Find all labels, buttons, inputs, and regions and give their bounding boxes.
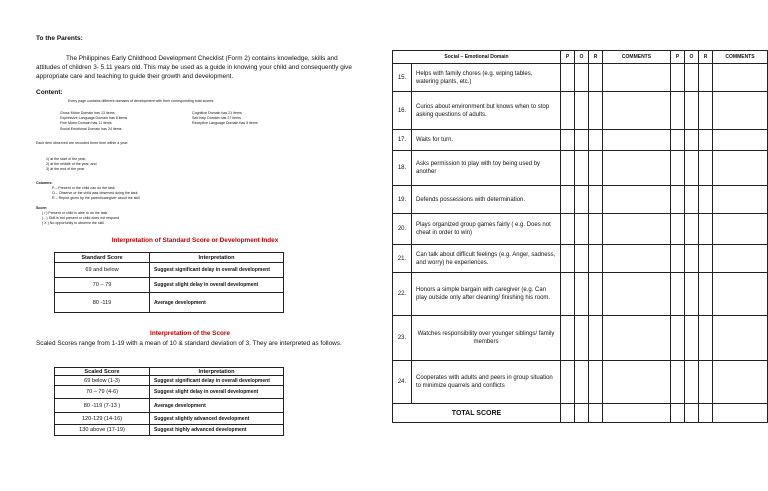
scaled-score: 130 above (17-19): [55, 425, 150, 436]
table-row: [55, 376, 284, 386]
table-row: [393, 186, 768, 214]
o-cell[interactable]: [575, 273, 589, 316]
o-cell[interactable]: [685, 186, 699, 214]
domains-line: Every page contains different domains of development with their corresponding total scores:: [68, 99, 215, 103]
o-cell[interactable]: [575, 130, 589, 151]
scaled-score: 70 – 79 (4-6): [55, 386, 150, 399]
o-cell[interactable]: [575, 186, 589, 214]
comments-cell[interactable]: [713, 245, 768, 273]
r-cell[interactable]: [699, 186, 713, 214]
r-cell[interactable]: [699, 92, 713, 130]
scaled-interp: Suggest slight delay in overall development: [150, 386, 284, 399]
o-cell[interactable]: [575, 361, 589, 404]
domain-item: Social Emotional Domain has 24 items: [60, 126, 122, 131]
r-cell[interactable]: [699, 273, 713, 316]
time-item: 1) at the start of the year,: [46, 157, 86, 161]
scaled-title: Interpretation of the Score: [150, 330, 230, 337]
o-cell[interactable]: [575, 64, 589, 92]
table-row: [393, 361, 768, 404]
p-cell[interactable]: [561, 130, 575, 151]
item-text: Helps with family chores (e.g. wiping tables, watering plants, etc.): [412, 64, 561, 92]
standard-title: Interpretation of Standard Score or Development Index: [111, 237, 279, 244]
score-label: Score:: [36, 206, 48, 210]
p-cell[interactable]: [671, 92, 685, 130]
o-cell[interactable]: [575, 151, 589, 186]
scaled-score-table: [54, 367, 284, 436]
item-number: 16.: [393, 92, 412, 130]
column-item: P – Present or the child can do the task: [52, 186, 115, 190]
p-total[interactable]: [671, 404, 685, 423]
standard-score: 69 and below: [55, 263, 150, 278]
standard-score: 70 – 79: [55, 278, 150, 293]
domain-item: Receptive Language Domain has 5 items: [192, 121, 258, 126]
scaled-score: 120-129 (14-16): [55, 413, 150, 425]
table-row: [393, 245, 768, 273]
standard-header-score: Standard Score: [55, 253, 150, 263]
header-domain: Social – Emotional Domain: [393, 51, 561, 64]
o-cell[interactable]: [685, 214, 699, 245]
p-cell[interactable]: [671, 273, 685, 316]
r-cell[interactable]: [589, 316, 603, 361]
comments-cell[interactable]: [603, 130, 671, 151]
content-heading: Content:: [36, 89, 63, 96]
total-row: [393, 404, 768, 423]
standard-header-interp: Interpretation: [150, 253, 284, 263]
score-item: ( X ) No opportunity to observe the skill: [42, 221, 104, 226]
table-row: [55, 263, 284, 278]
table-row: [55, 278, 284, 293]
scaled-interp: Suggest highly advanced development: [150, 425, 284, 436]
comments-cell[interactable]: [713, 64, 768, 92]
p-cell[interactable]: [671, 214, 685, 245]
p-cell[interactable]: [561, 316, 575, 361]
item-number: 19.: [393, 186, 412, 214]
r-total[interactable]: [589, 404, 603, 423]
item-text: Curios about environment but knows when to stop asking questions of adults.: [412, 92, 561, 130]
o-cell[interactable]: [685, 64, 699, 92]
o-cell[interactable]: [575, 245, 589, 273]
item-number: 22.: [393, 273, 412, 316]
standard-score-table: [54, 252, 284, 313]
table-row: [55, 425, 284, 436]
comments-cell[interactable]: [713, 361, 768, 404]
score-item: ( - ) Skill is not present or child does not respond: [42, 216, 120, 221]
domain-item: Fine Motor Domain has 11 items: [60, 121, 112, 126]
standard-score: 80 -119: [55, 293, 150, 313]
o-cell[interactable]: [575, 316, 589, 361]
r-cell[interactable]: [699, 130, 713, 151]
p-cell[interactable]: [561, 245, 575, 273]
standard-interp: Suggest significant delay in overall development: [150, 263, 284, 278]
o-cell[interactable]: [685, 151, 699, 186]
r-cell[interactable]: [589, 151, 603, 186]
comments-cell[interactable]: [603, 361, 671, 404]
scaled-paragraph: Scaled Scores range from 1-19 with a mean of 10 & standard deviation of 3. They are interpreted as follows.: [36, 340, 342, 347]
social-emotional-checklist: [392, 50, 768, 423]
column-item: R – Report given by the parent/caregiver about the skill: [52, 196, 140, 201]
p-cell[interactable]: [671, 316, 685, 361]
p-cell[interactable]: [671, 130, 685, 151]
p-cell[interactable]: [561, 214, 575, 245]
domain-item: Cognitive Domain has 21 items: [192, 111, 242, 115]
r-cell[interactable]: [699, 245, 713, 273]
item-number: 18.: [393, 151, 412, 186]
item-number: 24.: [393, 361, 412, 404]
comments-cell[interactable]: [603, 186, 671, 214]
p-cell[interactable]: [561, 151, 575, 186]
domains-col-1: [60, 111, 127, 132]
header-r: R: [699, 51, 713, 64]
comments-total[interactable]: [603, 404, 671, 423]
recorded-line: Each item observed are recorded three time within a year:: [36, 141, 129, 145]
r-cell[interactable]: [699, 151, 713, 186]
columns-label: Columns:: [36, 181, 53, 185]
table-row: [393, 214, 768, 245]
p-cell[interactable]: [561, 92, 575, 130]
item-text: Cooperates with adults and peers in group situation to minimize quarrels and conflicts: [412, 361, 561, 404]
item-text: Honors a simple bargain with caregiver (e.g. Can play outside only after cleaning/ finishing his room.: [412, 273, 561, 316]
r-cell[interactable]: [589, 130, 603, 151]
o-cell[interactable]: [685, 273, 699, 316]
item-text: Plays organized group games fairly ( e.g. Does not cheat in order to win): [412, 214, 561, 245]
item-text: Watches responsibility over younger siblings/ family members: [412, 316, 561, 361]
p-cell[interactable]: [671, 245, 685, 273]
p-cell[interactable]: [671, 64, 685, 92]
p-total[interactable]: [561, 404, 575, 423]
r-cell[interactable]: [699, 214, 713, 245]
comments-cell[interactable]: [603, 273, 671, 316]
table-row: [55, 413, 284, 425]
scaled-header-score: Scaled Score: [55, 368, 150, 376]
header-p: P: [561, 51, 575, 64]
comments-cell[interactable]: [713, 273, 768, 316]
score-list: [42, 211, 119, 227]
comments-cell[interactable]: [713, 92, 768, 130]
o-cell[interactable]: [575, 214, 589, 245]
comments-cell[interactable]: [603, 214, 671, 245]
comments-total[interactable]: [713, 404, 768, 423]
page-heading: To the Parents:: [36, 35, 83, 42]
columns-list: [52, 186, 140, 202]
p-cell[interactable]: [561, 64, 575, 92]
comments-cell[interactable]: [713, 214, 768, 245]
scaled-score: 69 below (1-3): [55, 376, 150, 386]
p-cell[interactable]: [671, 186, 685, 214]
table-row: [393, 130, 768, 151]
intro-paragraph: The Philippines Early Childhood Development Checklist (Form 2) contains knowledge, skills and attitudes of children 3- 5.11 years old. This may be used as a guide in knowing your child and consequently give appropriate care and teaching to guide their growth and development.: [36, 55, 352, 80]
table-row: [55, 399, 284, 413]
comments-cell[interactable]: [603, 245, 671, 273]
header-p: P: [671, 51, 685, 64]
o-total[interactable]: [575, 404, 589, 423]
score-item: ( / ) Present or child is able to do the task: [42, 211, 108, 215]
comments-cell[interactable]: [603, 92, 671, 130]
o-cell[interactable]: [575, 92, 589, 130]
header-o: O: [685, 51, 699, 64]
scaled-interp: Suggest significant delay in overall development: [150, 376, 284, 386]
scaled-header-interp: Interpretation: [150, 368, 284, 376]
time-item: 3) at the end of the year.: [46, 167, 85, 172]
comments-cell[interactable]: [713, 316, 768, 361]
o-cell[interactable]: [685, 316, 699, 361]
scaled-interp: Suggest slightly advanced development: [150, 413, 284, 425]
comments-cell[interactable]: [603, 64, 671, 92]
p-cell[interactable]: [561, 186, 575, 214]
o-cell[interactable]: [685, 92, 699, 130]
item-number: 17.: [393, 130, 412, 151]
o-cell[interactable]: [685, 361, 699, 404]
item-number: 20.: [393, 214, 412, 245]
domain-item: Gross Motor Domain has 13 items: [60, 111, 115, 115]
header-comments: COMMENTS: [713, 51, 768, 64]
header-comments: COMMENTS: [603, 51, 671, 64]
r-cell[interactable]: [589, 245, 603, 273]
column-item: O – Observe or the child was observed doing the task: [52, 191, 138, 196]
p-cell[interactable]: [561, 273, 575, 316]
o-total[interactable]: [685, 404, 699, 423]
item-text: Waits for turn.: [412, 130, 561, 151]
header-r: R: [589, 51, 603, 64]
r-total[interactable]: [699, 404, 713, 423]
table-row: [393, 273, 768, 316]
table-row: [393, 92, 768, 130]
p-cell[interactable]: [671, 361, 685, 404]
comments-cell[interactable]: [603, 151, 671, 186]
comments-cell[interactable]: [713, 130, 768, 151]
comments-cell[interactable]: [603, 316, 671, 361]
scaled-interp: Average development: [150, 399, 284, 413]
o-cell[interactable]: [685, 130, 699, 151]
r-cell[interactable]: [589, 64, 603, 92]
r-cell[interactable]: [699, 64, 713, 92]
r-cell[interactable]: [589, 186, 603, 214]
standard-interp: Average development: [150, 293, 284, 313]
item-number: 23.: [393, 316, 412, 361]
item-number: 21.: [393, 245, 412, 273]
r-cell[interactable]: [699, 361, 713, 404]
item-text: Can talk about difficult feelings (e.g. Anger, sadness, and worry) he experiences.: [412, 245, 561, 273]
scaled-score: 80 -119 (7-13 ): [55, 399, 150, 413]
table-row: [55, 386, 284, 399]
r-cell[interactable]: [589, 92, 603, 130]
item-number: 15.: [393, 64, 412, 92]
header-o: O: [575, 51, 589, 64]
table-row: [393, 64, 768, 92]
r-cell[interactable]: [589, 361, 603, 404]
standard-interp: Suggest slight delay in overall development: [150, 278, 284, 293]
r-cell[interactable]: [699, 316, 713, 361]
table-row: [393, 316, 768, 361]
domain-item: Self-help Domain has 27 items: [192, 116, 241, 121]
table-row: [55, 293, 284, 313]
r-cell[interactable]: [589, 214, 603, 245]
domain-item: Expressive Language Domain has 8 items: [60, 116, 128, 121]
item-text: Defends possessions with determination.: [412, 186, 561, 214]
comments-cell[interactable]: [713, 186, 768, 214]
o-cell[interactable]: [685, 245, 699, 273]
times-list: [46, 157, 97, 173]
comments-cell[interactable]: [713, 151, 768, 186]
p-cell[interactable]: [671, 151, 685, 186]
time-item: 2) at the middle of the year, and: [46, 162, 97, 167]
p-cell[interactable]: [561, 361, 575, 404]
item-text: Asks permission to play with toy being used by another: [412, 151, 561, 186]
table-row: [393, 151, 768, 186]
r-cell[interactable]: [589, 273, 603, 316]
domains-col-2: [192, 111, 258, 127]
total-score-label: TOTAL SCORE: [393, 404, 561, 423]
